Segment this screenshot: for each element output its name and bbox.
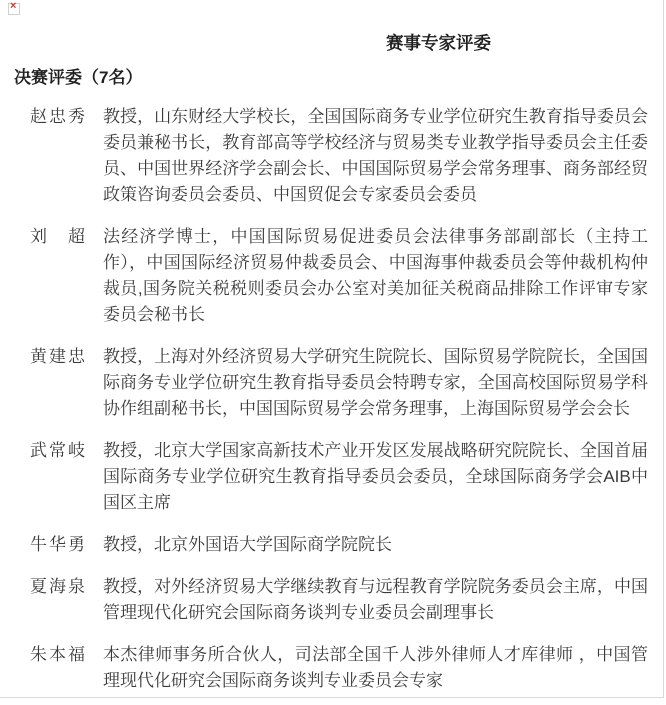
- judge-bio: 教授，对外经济贸易大学继续教育与远程教育学院院务委员会主席，中国管理现代化研究会国际商务谈判专业委员会副理事长: [103, 577, 648, 622]
- judge-row: [0, 642, 663, 694]
- judge-name: 牛华勇: [30, 535, 85, 554]
- judge-row: [0, 532, 663, 558]
- judge-bio: 法经济学博士，中国国际贸易促进委员会法律事务部副部长（主持工作），中国国际经济贸易仲裁委员会、中国海事仲裁委员会等仲裁机构仲裁员,国务院关税税则委员会办公室对美加征关税商品排除工作评审专家委员会秘书长: [103, 227, 648, 324]
- judge-name: 朱本福: [30, 645, 85, 664]
- judge-bio: 教授，北京外国语大学国际商学院院长: [103, 535, 392, 554]
- judge-row: [0, 574, 663, 626]
- judge-row: [0, 224, 663, 328]
- judge-row: [0, 438, 663, 516]
- broken-image-icon: [8, 3, 20, 15]
- judge-bio: 本杰律师事务所合伙人，司法部全国千人涉外律师人才库律师 ，中国管理现代化研究会国际商务谈判专业委员会专家: [103, 645, 648, 690]
- judge-name: 黄建忠: [30, 347, 85, 366]
- judge-name: 武常岐: [30, 441, 85, 460]
- section-heading-final-judges: 决赛评委（7名）: [14, 68, 143, 87]
- judge-bio: 教授，山东财经大学校长，全国国际商务专业学位研究生教育指导委员会委员兼秘书长，教育部高等学校经济与贸易类专业教学指导委员会主任委员、中国世界经济学会副会长、中国国际贸易学会常务理事、商务部经贸政策咨询委员会委员、中国贸促会专家委员会委员: [103, 107, 648, 204]
- judge-name: 夏海泉: [30, 577, 85, 596]
- judge-row: [0, 104, 663, 208]
- judge-name: 刘超: [30, 227, 85, 246]
- judge-name: 赵忠秀: [30, 107, 85, 126]
- page-title: 赛事专家评委: [386, 33, 491, 53]
- judge-list: [0, 104, 663, 694]
- judge-bio: 教授，上海对外经济贸易大学研究生院院长、国际贸易学院院长，全国国际商务专业学位研究生教育指导委员会特聘专家，全国高校国际贸易学科协作组副秘书长，中国国际贸易学会常务理事，上海国际贸易学会会长: [103, 347, 648, 418]
- judge-bio: 教授，北京大学国家高新技术产业开发区发展战略研究院院长、全国首届国际商务专业学位研究生教育指导委员会委员，全球国际商务学会AIB中国区主席: [103, 441, 648, 512]
- judge-row: [0, 344, 663, 422]
